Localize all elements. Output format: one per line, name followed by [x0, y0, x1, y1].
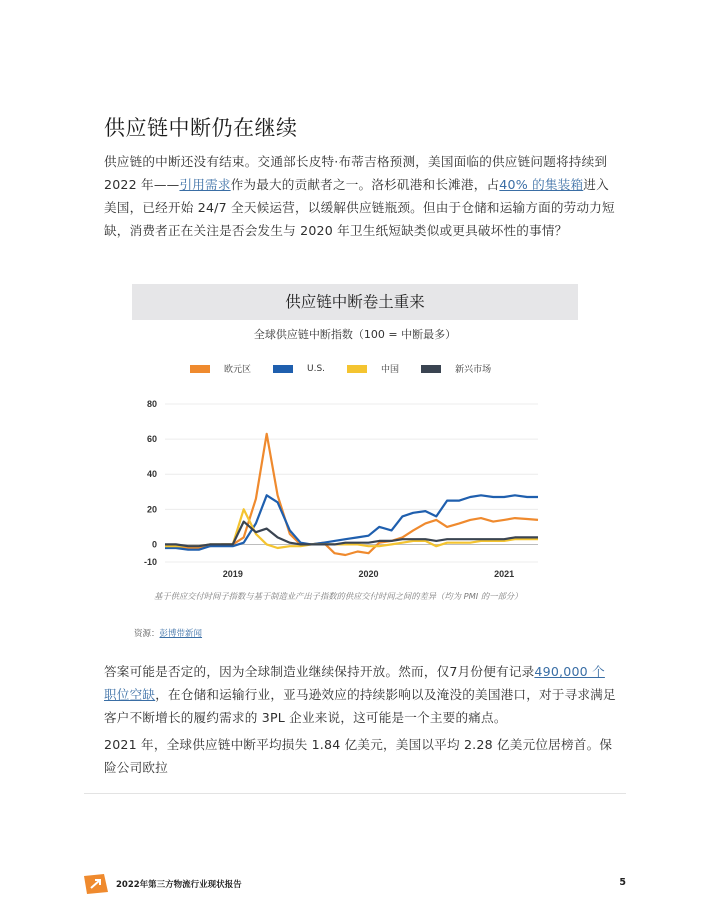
x-tick-label: 2021	[494, 569, 515, 579]
x-tick-label: 2019	[222, 569, 243, 579]
job-openings-link[interactable]: 490,000 个职位空缺	[104, 664, 605, 702]
logo-icon	[84, 874, 108, 894]
y-tick-label: 20	[146, 504, 157, 515]
legend-label: 欧元区	[224, 365, 252, 375]
legend-item	[421, 362, 491, 375]
page-number: 5	[619, 877, 626, 888]
chart-source	[134, 627, 202, 639]
page-footer	[84, 874, 626, 894]
intro-text-2: 作为最大的贡献者之一。洛杉矶港和长滩港，占	[230, 177, 500, 192]
legend-label: U.S.	[307, 363, 326, 374]
y-tick-label: 40	[146, 469, 157, 480]
chart-figure	[132, 284, 578, 579]
legend-item	[190, 362, 251, 375]
legend-swatch	[421, 365, 441, 373]
p2-text-2: ，在仓储和运输行业，亚马逊效应的持续影响以及淹没的美国港口，对于寻求满足客户不断增长的履约需求的 3PL 企业来说，这可能是一个主要的痛点。	[104, 687, 616, 725]
intro-text-1: 供应链的中断还没有结束。交通部长皮特·布蒂吉格预测，美国面临的供应链问题将持续到 2022 年——	[104, 154, 608, 192]
x-tick-label: 2020	[358, 569, 379, 579]
line-chart	[132, 384, 578, 584]
legend-swatch	[190, 365, 210, 373]
intro-text-3: 进入美国，已经开始 24/7 全天候运营，以缓解供应链瓶颈。但由于仓储和运输方面的劳动力短缺，消费者正在关注是否会发生与 2020 年卫生纸短缺类似或更具破坏性的事情？	[104, 177, 615, 238]
source-link[interactable]: 彭博带新闻	[159, 629, 203, 639]
citation-link-demand[interactable]: 引用需求	[179, 177, 231, 192]
y-tick-label: 80	[146, 399, 157, 409]
chart-legend	[190, 362, 513, 375]
legend-label: 中国	[381, 365, 400, 375]
y-tick-label: 60	[146, 434, 157, 445]
body-paragraph-2	[104, 660, 616, 729]
y-tick-label: -10	[143, 557, 157, 567]
y-tick-label: 0	[151, 539, 157, 550]
series-line	[165, 522, 538, 547]
source-label: 资源：	[134, 629, 160, 639]
legend-swatch	[347, 365, 367, 373]
footer-report-title: 2022年第三方物流行业现状报告	[116, 880, 242, 890]
legend-swatch	[273, 365, 293, 373]
body-paragraph-3: 2021 年，全球供应链中断平均损失 1.84 亿美元，美国以平均 2.28 亿美元位居榜首。保险公司欧拉	[104, 737, 613, 775]
legend-item	[273, 362, 325, 375]
citation-link-containers[interactable]: 40% 的集装箱	[499, 177, 584, 192]
page-title: 供应链中断仍在继续	[104, 116, 298, 140]
p2-text-1: 答案可能是否定的，因为全球制造业继续保持开放。然而，仅7月份便有记录	[104, 664, 535, 679]
legend-label: 新兴市场	[455, 365, 492, 375]
chart-subtitle: 全球供应链中断指数（100 = 中断最多）	[253, 328, 457, 341]
intro-paragraph	[104, 150, 616, 242]
footer-divider	[84, 793, 626, 794]
chart-title: 供应链中断卷土重来	[132, 284, 578, 320]
chart-note: 基于供应交付时间子指数与基于制造业产出子指数的供应交付时间之间的差异（均为 PMI 的一部分）	[154, 591, 523, 601]
legend-item	[347, 362, 399, 375]
